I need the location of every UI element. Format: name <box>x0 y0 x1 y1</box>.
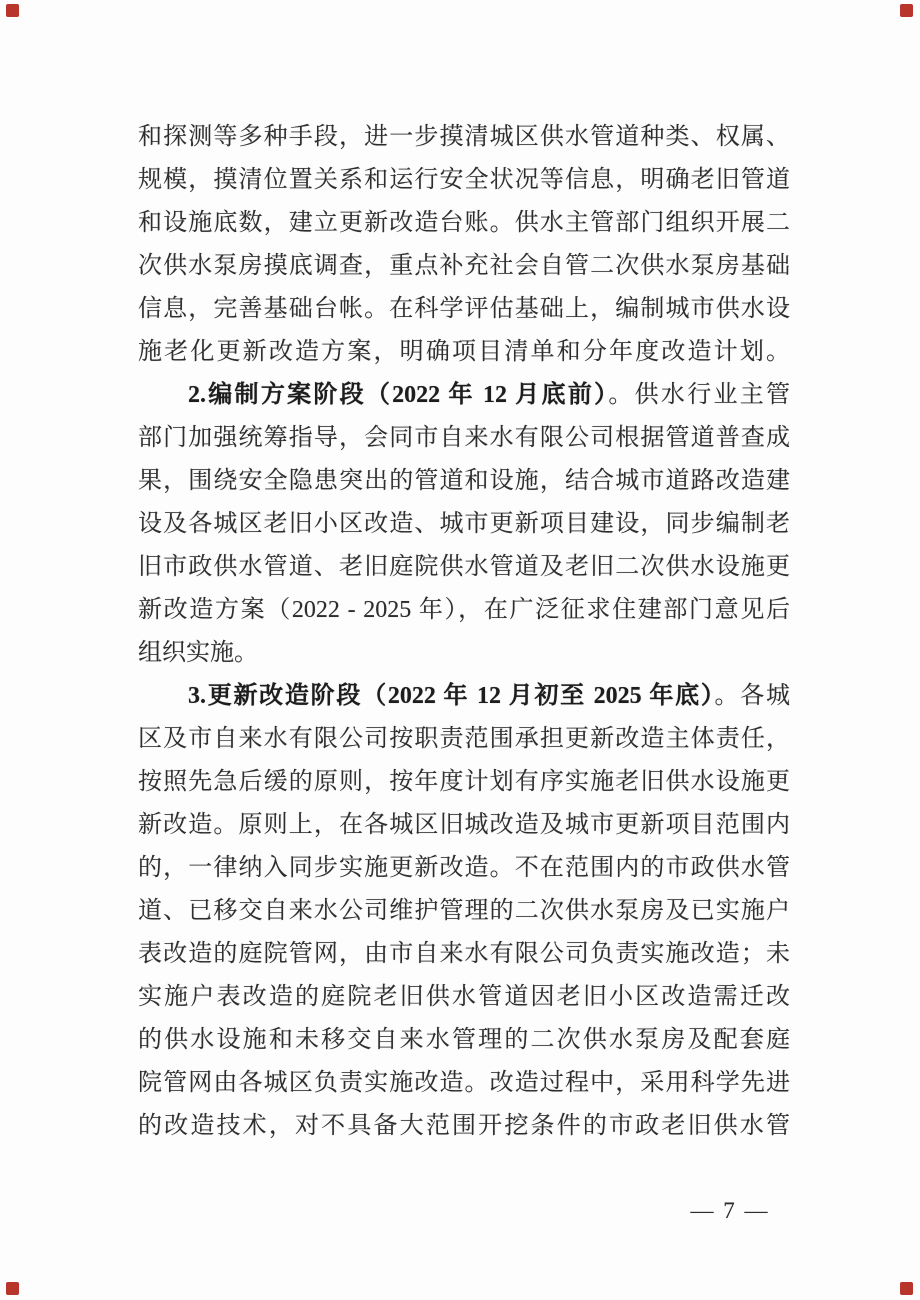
text-line <box>138 718 790 761</box>
body-text: 的供水设施和未移交自来水管理的二次供水泵房及配套庭 <box>138 1027 790 1053</box>
body-text: 实施户表改造的庭院老旧供水管道因老旧小区改造需迁改 <box>138 984 790 1010</box>
corner-mark-bottom-left-icon <box>6 1282 19 1295</box>
body-text: 按照先急后缓的原则，按年度计划有序实施老旧供水设施更 <box>138 769 790 795</box>
body-text: 次供水泵房摸底调查，重点补充社会自管二次供水泵房基础 <box>138 253 790 279</box>
body-text: 。供水行业主管 <box>608 382 791 408</box>
text-line <box>138 202 790 245</box>
body-text: 施老化更新改造方案，明确项目清单和分年度改造计划。 <box>138 339 790 365</box>
text-line <box>138 847 790 890</box>
text-line <box>138 546 790 589</box>
body-text: 道、已移交自来水公司维护管理的二次供水泵房及已实施户 <box>138 898 790 924</box>
corner-mark-bottom-right-icon <box>900 1282 913 1295</box>
body-text: 设及各城区老旧小区改造、城市更新项目建设，同步编制老 <box>138 511 790 537</box>
body-text: 果，围绕安全隐患突出的管道和设施，结合城市道路改造建 <box>138 468 790 494</box>
text-line <box>138 1062 790 1105</box>
page-number: — 7 — <box>690 1198 770 1223</box>
body-text: 的改造技术，对不具备大范围开挖条件的市政老旧供水管 <box>138 1113 790 1139</box>
body-text: 区及市自来水有限公司按职责范围承担更新改造主体责任， <box>138 726 790 752</box>
body-text: 新改造。原则上，在各城区旧城改造及城市更新项目范围内 <box>138 812 790 838</box>
text-line <box>138 589 790 632</box>
text-line <box>138 890 790 933</box>
body-text: 院管网由各城区负责实施改造。改造过程中，采用科学先进 <box>138 1070 790 1096</box>
body-text: 的，一律纳入同步实施更新改造。不在范围内的市政供水管 <box>138 855 790 881</box>
body-text: 和探测等多种手段，进一步摸清城区供水管道种类、权属、 <box>138 124 790 150</box>
body-text: 表改造的庭院管网，由市自来水有限公司负责实施改造；未 <box>138 941 790 967</box>
document-body <box>138 116 790 1148</box>
text-line <box>138 288 790 331</box>
text-line <box>138 976 790 1019</box>
body-text: 旧市政供水管道、老旧庭院供水管道及老旧二次供水设施更 <box>138 554 790 580</box>
body-text: 信息，完善基础台帐。在科学评估基础上，编制城市供水设 <box>138 296 790 322</box>
text-line <box>138 503 790 546</box>
text-line <box>138 1105 790 1148</box>
text-line <box>138 761 790 804</box>
text-line <box>138 675 790 718</box>
corner-mark-top-right-icon <box>900 4 913 17</box>
text-line <box>138 804 790 847</box>
text-line <box>138 116 790 159</box>
section-heading-text: 2.编制方案阶段（2022 年 12 月底前） <box>188 382 609 408</box>
body-text: 部门加强统筹指导，会同市自来水有限公司根据管道普查成 <box>138 425 790 451</box>
text-line <box>138 933 790 976</box>
corner-mark-top-left-icon <box>6 4 19 17</box>
body-text: 规模，摸清位置关系和运行安全状况等信息，明确老旧管道 <box>138 167 790 193</box>
body-text: 和设施底数，建立更新改造台账。供水主管部门组织开展二 <box>138 210 790 236</box>
body-text: 组织实施。 <box>138 640 258 666</box>
text-line <box>138 1019 790 1062</box>
text-line <box>138 159 790 202</box>
text-line <box>138 632 790 675</box>
text-line <box>138 331 790 374</box>
text-line <box>138 417 790 460</box>
text-line <box>138 374 790 417</box>
text-line <box>138 245 790 288</box>
body-text: 。各城 <box>714 683 791 709</box>
body-text: 新改造方案（2022 - 2025 年），在广泛征求住建部门意见后 <box>138 597 790 623</box>
text-line <box>138 460 790 503</box>
section-heading-text: 3.更新改造阶段（2022 年 12 月初至 2025 年底） <box>188 683 715 709</box>
